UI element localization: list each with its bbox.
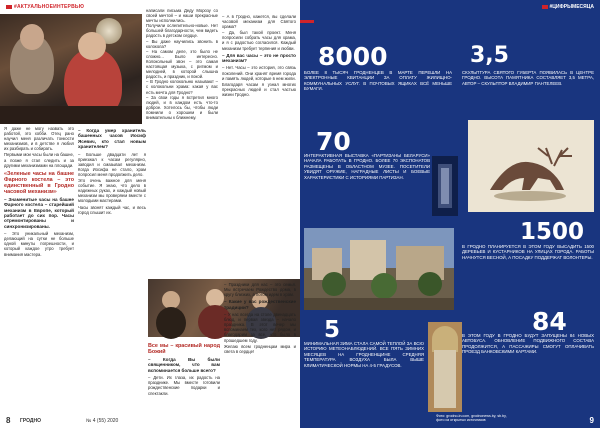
paragraph: – За свои годы я встретил много людей, и в каждом есть что-то доброе. Хотелось бы, чтобы люди помнили о хорошем и были внимательны к ближнему. [146, 94, 218, 120]
person-head [78, 32, 106, 60]
photo-sculpture [468, 120, 594, 212]
page-number: 9 [589, 416, 594, 425]
fact-text: В ГРОДНО ПЛАНИРУЕТСЯ В ЭТОМ ГОДУ ВЫСАДИТЬ 1500 ДЕРЕВЬЕВ И КУСТАРНИКОВ НА УЛИЦАХ ГОРОДА. РАБОТЫ НАЧНУТСЯ ВЕСНОЙ, А ПОСАДКУ ПОДДЕРЖАТ ВОЛОНТЕРЫ. [462, 244, 594, 260]
accent-stripe [300, 20, 314, 23]
city-street-icon [304, 228, 454, 310]
photo-priest-with-clock [0, 14, 142, 124]
interview-question: – Вы даже научились звонить в колокола? [146, 38, 218, 49]
exhibit-icon [432, 156, 458, 216]
paragraph: – Нет. Часы – это история, это связь поколений. Они хранят время города и память людей, которые в нем жили. [222, 65, 296, 81]
section-tag-left [6, 4, 84, 10]
tag-bar-icon [6, 5, 12, 9]
interview-question: – Когда Вы были священником, что вам вспоминается больше всего? [148, 357, 220, 373]
footer-left [0, 414, 300, 428]
paragraph-lead: – Знаменитые часы на башне Фарного костела – старейший механизм в Европе, который работает до сих пор. Часы отремонтированы и синхронизированы. [4, 196, 74, 229]
paragraph: – Да, был такой проект. Меня попросили собрать часы для храма, и я с радостью согласился. Каждый механизм требует терпения и любви. [222, 30, 296, 51]
deer-sculpture-icon [468, 120, 594, 212]
person-figure [156, 307, 186, 339]
paragraph: Получили ослепительно-новые. Нет большей благодарности, чем видеть радость в детском сердце. [146, 23, 218, 39]
fact-text: В ЭТОМ ГОДУ В ГРОДНО БУДУТ ЗАПУЩЕНЫ 84 НОВЫХ АВТОБУСА. ОБНОВЛЕНИЕ ПОДВИЖНОГО СОСТАВА ПРОДОЛЖИТСЯ, А ПАССАЖИРЫ СМОГУТ ОПЛАЧИВАТЬ ПРОЕЗД БАНКОВСКИМИ КАРТАМИ. [462, 333, 594, 355]
article-column-1 [4, 126, 74, 410]
paragraph: – А в Гродно, кажется, вы сделали часовой механизм для Святого храма? [222, 14, 296, 30]
photo-church [428, 322, 462, 412]
section-tag-text: #АКТУАЛЬНОЕИНТЕРВЬЮ [14, 4, 85, 10]
issue-number: № 4 (55) 2020 [86, 418, 119, 424]
interview-question: – Для вас часы – это не просто механизм? [222, 52, 296, 64]
paragraph: Это очень важное для меня событие. Я знаю, что дело в надежных руках, и каждый новый механизм мы проверяем вместе с молодыми мастерами. [78, 178, 146, 204]
fact-text: МИНИМАЛЬНАЯ ЗИМА СТАЛА САМОЙ ТЕПЛОЙ ЗА ВСЮ ИСТОРИЮ МЕТЕОНАБЛЮДЕНИЙ. ВСЕ ПЯТЬ ЗИМНИХ МЕСЯЦЕВ НА ГРОДНЕНЩИНЕ СРЕДНЯЯ ТЕМПЕРАТУРА ВОЗДУХА БЫЛА ВЫШЕ КЛИМАТИЧЕСКОЙ НОРМЫ НА 4-5 ГРАДУСОВ. [304, 341, 424, 368]
paragraph: Первыми мои часы были на башне, а позже я стал следить и за другими механизмами на площади. [4, 152, 74, 168]
photo-city-trees [304, 228, 454, 310]
fact-text: БОЛЕЕ 8 ТЫСЯЧ ГРОДНЕНЦЕВ В МАРТЕ ПЕРЕШЛИ НА ЭЛЕКТРОННЫЕ КВИТАНЦИИ ЗА ОПЛАТУ ЖИЛИЩНО-КОММУНАЛЬНЫХ УСЛУГ. В ПОЧТОВЫХ ЯЩИКАХ ВСЁ МЕНЬШЕ БУМАГИ. [304, 70, 452, 92]
paragraph: – Больше двадцати лет я приезжал к часам регулярно, заводил и смазывал механизм. Когда Иосифа не стало, храм попросил меня продолжить дело. [78, 151, 146, 177]
church-tower [434, 350, 456, 408]
paragraph: – Это уникальный механизм, делающий на сутки не больше одной минуты погрешности, и который каждое утро требует внимания мастера. [4, 231, 74, 257]
fact-text: СКУЛЬПТУРА СВЯТОГО ГУБЕРТА ПОЯВИЛАСЬ В ЦЕНТРЕ ГРОДНО. ВЫСОТА ПАМЯТНИКА СОСТАВЛЯЕТ 3,5 МЕТРА, АВТОР – СКУЛЬПТОР ВЛАДИМИР ПАНТЕЛЕЕВ. [462, 70, 594, 86]
paragraph: Желаю всем гродненцам мира и света в сердце! [224, 343, 296, 354]
photo-credit: Фото: grodno-in.com, grodnonews.by, sb.by, фото из открытых источников [436, 414, 507, 423]
fact-number: 3,5 [470, 43, 509, 68]
paragraph: – Дети. Их глаза, их радость на празднике. Мы вместе готовили рождественские подарки и спектакли. [148, 375, 220, 396]
fact-number: 1500 [520, 219, 585, 245]
paragraph: Часы звонят каждый час, и весь город слышит их. [78, 204, 146, 215]
interview-question: – В Гродно колокольню называют – с колокольни храма: какая у вас есть мечта для Гродно? [146, 79, 218, 95]
interview-question: – Какие у вас рождественские традиции? [224, 299, 296, 310]
paragraph: – На самом деле, это было не сложно... Было интересно. Колокольный звон – это самая настоящая музыка, с ритмом и мелодией, в которой слышна радость, и праздник, и покой. [146, 48, 218, 80]
paragraph: – Праздники для нас – это семья. Мы встречаем Рождество дома, в кругу близких, а потом идем в храм. [224, 282, 296, 298]
paragraph: написали письма Деду Морозу со своей мечтой – и наши прекрасные мечты исполнились. [146, 8, 218, 24]
subheading: «Зеленые часы на башне Фарного костела – это единственный в Гродно часовой механизм» [4, 170, 74, 195]
article-column-3 [222, 14, 296, 278]
page-number: 8 [6, 416, 11, 425]
article-column-top [146, 8, 218, 276]
paragraph: Я даже не могу назвать это работой, это хобби. Отец рано научил меня различать тонкости механизмов, и в детстве я любил их разбирать и собирать. [4, 126, 74, 152]
fact-number: 8000 [318, 42, 388, 71]
footer-right [300, 414, 600, 428]
fact-text: ИНТЕРАКТИВНАЯ ВЫСТАВКА «ПАРТИЗАНЫ БЕЛАРУСИ» НАЧАЛА РАБОТАТЬ В ГРОДНО. БОЛЕЕ 70 ЭКСПОНАТОВ РАЗМЕЩЕНЫ В ОБЛАСТНОМ МУЗЕЕ. ПОСЕТИТЕЛИ УВИДЯТ ОРУЖИЕ, НАГРАДНЫЕ ЛИСТЫ И БОЕВЫЕ ХАРАКТЕРИСТИКИ С ИСТОРИЯМИ ПАРТИЗАН. [304, 153, 430, 180]
section-tag-right [542, 4, 595, 10]
tag-bar-icon [542, 5, 548, 9]
person-head [20, 24, 44, 50]
paragraph: – У нас всегда на столе двенадцать блюд, и первая звезда – начало праздника. В этот вечер мы вспоминаем тех, кого нет рядом, и благодарим за все, что было в прошедшем году. [224, 312, 296, 343]
article-column-4 [148, 340, 220, 410]
right-page [300, 0, 600, 428]
church-dome [432, 326, 458, 352]
article-column-5 [224, 282, 296, 410]
section-tag-text: #ЦИФРЫМЕСЯЦА [549, 4, 594, 10]
magazine-brand: ГРОДНО [20, 418, 41, 424]
fact-number: 70 [316, 127, 351, 156]
article-column-2 [78, 126, 146, 410]
fact-number: 84 [532, 307, 567, 336]
paragraph: Благодаря часам я узнал многих прекрасных людей и стал частью жизни Гродно. [222, 81, 296, 97]
subheading: Все мы – красивый народ Божий [148, 343, 220, 355]
desk [0, 106, 142, 124]
interview-question: – Когда умер хранитель башенных часов Иосиф Ясевич, кто стал новым хранителем? [78, 128, 146, 150]
photo-exhibit [432, 156, 458, 216]
fact-number: 5 [324, 317, 341, 343]
